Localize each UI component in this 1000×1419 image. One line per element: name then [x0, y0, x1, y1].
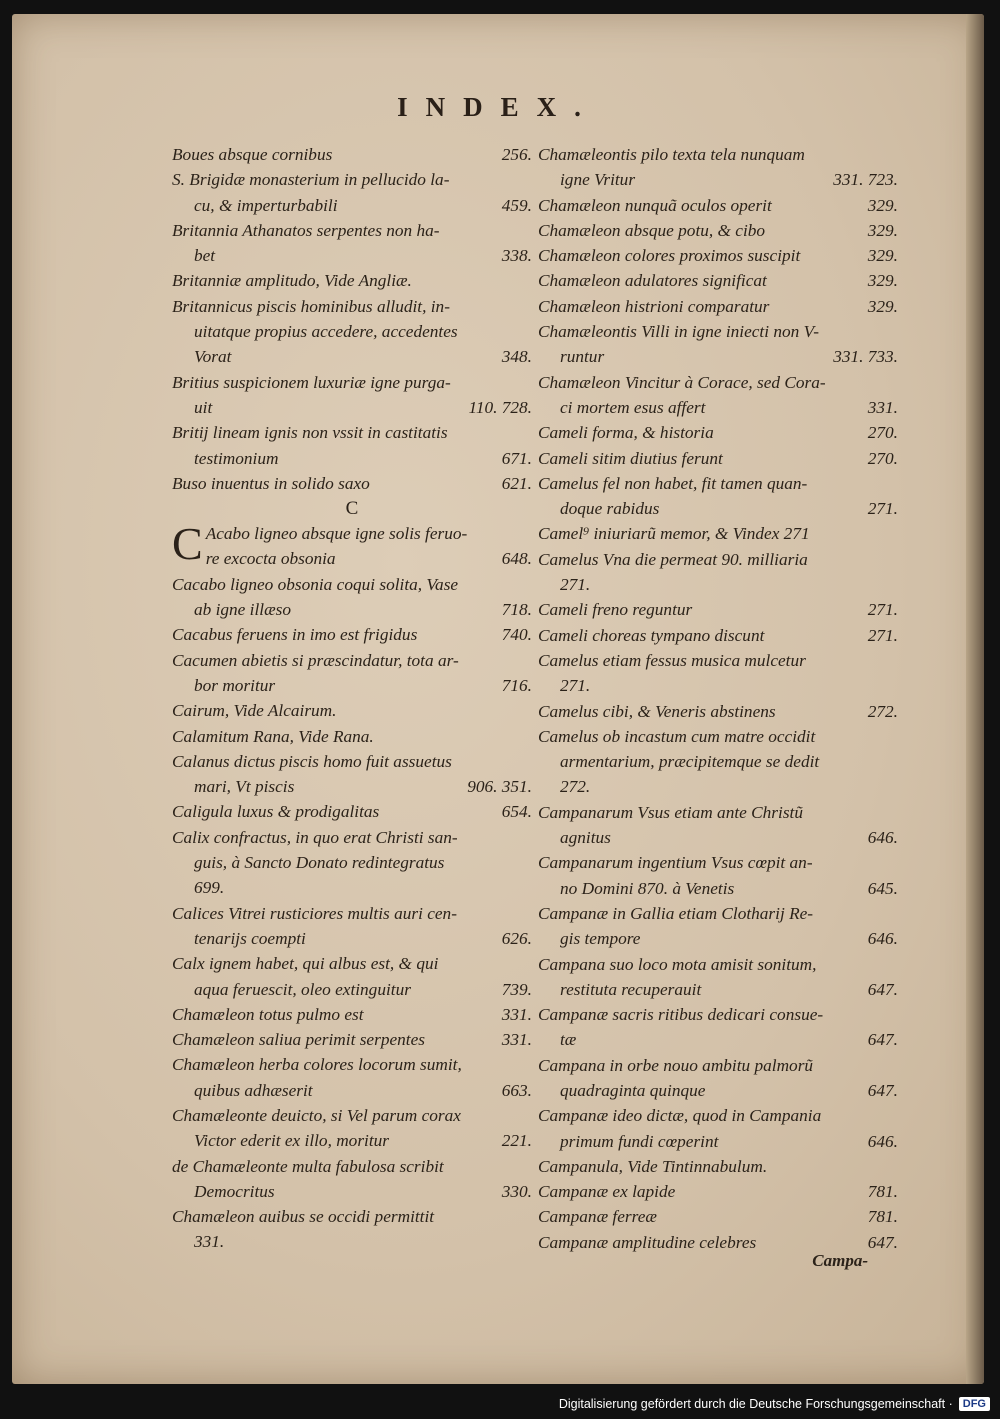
index-entry — [172, 518, 532, 572]
page-reference: 647. — [867, 979, 898, 999]
entry-continuation: Vorat — [194, 347, 232, 367]
entry-text: Chamæleon adulatores significat — [538, 271, 767, 291]
entry-text: Cairum, Vide Alcairum. — [172, 701, 337, 721]
entry-text: Chamæleontis Villi in igne iniecti non V- — [538, 322, 819, 342]
page-reference: 621. — [501, 473, 532, 493]
entry-text: S. Brigidæ monasterium in pellucido la- — [172, 170, 450, 190]
entry-continuation: bor moritur — [194, 675, 276, 695]
entry-text: Chamæleon saliua perimit serpentes — [172, 1030, 425, 1050]
entry-text: Chamæleon herba colores locorum sumit, — [172, 1055, 462, 1075]
entry-continuation: armentarium, præcipitemque se dedit — [560, 752, 820, 772]
entry-continuation: bet — [194, 246, 216, 266]
entry-text: Cameli forma, & historia — [538, 423, 714, 443]
index-entry — [172, 142, 532, 167]
index-entry — [172, 648, 532, 699]
entry-text: Campanula, Vide Tintinnabulum. — [538, 1156, 768, 1176]
page-reference: 647. — [867, 1080, 898, 1100]
entry-continuation: runtur — [560, 347, 605, 367]
page-reference: 646. — [867, 929, 898, 949]
entry-continuation: ci mortem esus affert — [560, 397, 706, 417]
entry-continuation: 271. — [560, 575, 591, 595]
page-reference: 626. — [501, 928, 532, 948]
index-entry — [172, 724, 532, 749]
entry-continuation: aqua feruescit, oleo extinguitur — [194, 979, 411, 999]
entry-text: Campanarum ingentium Vsus cœpit an- — [538, 853, 813, 873]
entry-continuation: uitatque propius accedere, accedentes — [194, 322, 458, 342]
index-entry — [172, 268, 532, 293]
page-reference: 271. — [867, 625, 898, 645]
entry-text: Camelus fel non habet, fit tamen quan- — [538, 473, 808, 493]
index-entry — [538, 699, 898, 724]
catchword: Campa- — [812, 1251, 868, 1270]
entry-continuation: 699. — [194, 878, 225, 898]
book-page — [12, 14, 984, 1384]
page-reference: 329. — [867, 195, 898, 215]
digitization-footer — [559, 1394, 990, 1414]
entry-text: Britius suspicionem luxuriæ igne purga- — [172, 372, 451, 392]
page-reference: 331. — [501, 1004, 532, 1024]
page-reference: 663. — [501, 1080, 532, 1100]
entry-continuation: 271. — [560, 676, 591, 696]
entry-text: Campanæ in Gallia etiam Clotharij Re- — [538, 903, 814, 923]
index-entry — [538, 319, 898, 370]
index-entry — [538, 597, 898, 622]
index-entry — [172, 572, 532, 623]
index-entry — [538, 547, 898, 598]
entry-text: Caligula luxus & prodigalitas — [172, 802, 380, 822]
index-entry — [538, 294, 898, 319]
index-entry — [172, 951, 532, 1002]
index-entry — [172, 370, 532, 421]
page-reference: 718. — [501, 600, 532, 620]
index-entry — [538, 142, 898, 193]
index-entry — [538, 1154, 898, 1179]
entry-text: Campana suo loco mota amisit sonitum, — [538, 954, 817, 974]
entry-continuation: mari, Vt piscis — [194, 777, 295, 797]
entry-continuation: 272. — [560, 777, 591, 797]
dfg-logo: DFG — [959, 1397, 990, 1411]
index-entry — [172, 698, 532, 723]
entry-text: Chamæleon colores proximos suscipit — [538, 246, 801, 266]
entry-text: Camelus cibi, & Veneris abstinens — [538, 701, 776, 721]
page-reference: 329. — [867, 246, 898, 266]
entry-continuation: igne Vritur — [560, 170, 636, 190]
entry-text: Britij lineam ignis non vssit in castitatis — [172, 423, 448, 443]
entry-text: Calx ignem habet, qui albus est, & qui — [172, 954, 439, 974]
page-reference: 221. — [501, 1131, 532, 1151]
entry-text: Calix confractus, in quo erat Christi san- — [172, 827, 458, 847]
entry-text: Calamitum Rana, Vide Rana. — [172, 726, 374, 746]
entry-continuation: testimonium — [194, 448, 279, 468]
left-column — [172, 142, 532, 1255]
index-entry — [538, 724, 898, 800]
entry-continuation: agnitus — [560, 828, 611, 848]
index-entry — [538, 521, 898, 546]
index-entry — [172, 622, 532, 647]
entry-text: Calanus dictus piscis homo fuit assuetus — [172, 751, 452, 771]
index-entry — [172, 294, 532, 370]
page-reference: 646. — [867, 828, 898, 848]
index-entry — [538, 420, 898, 445]
page-reference: 272. — [867, 701, 898, 721]
entry-continuation: quadraginta quinque — [560, 1080, 706, 1100]
entry-continuation: uit — [194, 397, 213, 417]
entry-text: Chamæleontis pilo texta tela nunquam — [538, 145, 805, 164]
page-reference: 271. — [867, 499, 898, 519]
index-entry — [538, 952, 898, 1003]
page-reference: 647. — [867, 1232, 898, 1252]
entry-text: de Chamæleonte multa fabulosa scribit — [172, 1156, 444, 1176]
entry-continuation: no Domini 870. à Venetis — [560, 878, 735, 898]
index-entry — [538, 218, 898, 243]
page-reference: 271. — [867, 600, 898, 620]
page-reference: 348. — [501, 347, 532, 367]
entry-continuation: quibus adhæserit — [194, 1080, 313, 1100]
page-reference: 647. — [867, 1030, 898, 1050]
page-header: INDEX. — [397, 92, 599, 122]
entry-text: Campanæ ferreæ — [538, 1207, 657, 1227]
entry-continuation: Democritus — [194, 1181, 275, 1201]
entry-text: Campanæ sacris ritibus dedicari consue- — [538, 1005, 824, 1025]
page-reference: 270. — [867, 423, 898, 443]
index-entry — [172, 420, 532, 471]
page-reference: 716. — [501, 675, 532, 695]
entry-text: Cameli choreas tympano discunt — [538, 625, 765, 645]
entry-continuation: tæ — [560, 1030, 577, 1050]
entry-text: Britanniæ amplitudo, Vide Angliæ. — [172, 271, 412, 291]
entry-text: Boues absque cornibus — [172, 145, 333, 164]
entry-text: Campanæ ex lapide — [538, 1182, 676, 1202]
index-entry — [172, 1002, 532, 1027]
index-entry — [172, 1204, 532, 1255]
entry-text: Chamæleon totus pulmo est — [172, 1004, 364, 1024]
page-reference: 654. — [501, 802, 532, 822]
page-reference: 906. 351. — [467, 777, 532, 797]
index-entry — [172, 1052, 532, 1103]
page-reference: 331. — [501, 1030, 532, 1050]
index-entry — [538, 243, 898, 268]
entry-text: Cacabo ligneo obsonia coqui solita, Vase — [172, 574, 459, 594]
page-reference: 330. — [501, 1181, 532, 1201]
entry-text: Chamæleon nunquã oculos operit — [538, 195, 772, 215]
entry-text: Campanæ amplitudine celebres — [538, 1232, 757, 1252]
page-reference: 331. — [867, 397, 898, 417]
entry-text: Britannia Athanatos serpentes non ha- — [172, 220, 440, 240]
index-entry — [172, 471, 532, 496]
index-entry — [538, 471, 898, 522]
index-entry — [538, 446, 898, 471]
index-entry — [538, 1204, 898, 1229]
entry-text: Cameli sitim diutius ferunt — [538, 448, 723, 468]
page-reference: 331. 723. — [833, 170, 898, 190]
entry-continuation: 331. — [194, 1232, 225, 1252]
index-entry — [538, 800, 898, 851]
index-entry — [172, 799, 532, 824]
entry-text: Cacumen abietis si præscindatur, tota ar- — [172, 650, 459, 670]
page-reference: 648. — [501, 549, 532, 569]
page-reference: 329. — [867, 271, 898, 291]
entry-text: Campana in orbe nouo ambitu palmorũ — [538, 1055, 814, 1075]
index-entry — [172, 825, 532, 901]
page-reference: 645. — [867, 878, 898, 898]
index-entry — [172, 167, 532, 218]
footer-text: Digitalisierung gefördert durch die Deutsche Forschungsgemeinschaft · — [558, 1397, 953, 1411]
entry-continuation: tenarijs coempti — [194, 928, 306, 948]
page-reference: 338. — [501, 246, 532, 266]
entry-text: Camelus ob incastum cum matre occidit — [538, 726, 816, 746]
entry-continuation: primum fundi cœperint — [560, 1131, 719, 1151]
index-entry — [538, 1002, 898, 1053]
entry-text: Camelus etiam fessus musica mulcetur — [538, 650, 806, 670]
entry-continuation: gis tempore — [560, 929, 641, 949]
index-entry — [538, 850, 898, 901]
entry-text: Camel⁹ iniuriarũ memor, & Vindex 271 — [538, 524, 810, 544]
section-letter: C — [345, 498, 359, 520]
entry-continuation: doque rabidus — [560, 499, 660, 519]
index-entry — [172, 749, 532, 800]
entry-continuation: cu, & imperturbabili — [194, 195, 338, 215]
index-entry — [538, 901, 898, 952]
entry-text: Chamæleon auibus se occidi permittit — [172, 1207, 435, 1227]
page-reference: 671. — [501, 448, 532, 468]
entry-continuation: restituta recuperauit — [560, 979, 702, 999]
entry-text: Calices Vitrei rusticiores multis auri cen- — [172, 903, 457, 923]
page-reference: 740. — [501, 625, 532, 645]
page-reference: 781. — [867, 1207, 898, 1227]
index-entry — [538, 370, 898, 421]
index-entry — [172, 218, 532, 269]
page-reference: 329. — [867, 220, 898, 240]
entry-text: Chamæleon absque potu, & cibo — [538, 220, 766, 240]
index-entry — [538, 1103, 898, 1154]
index-entry — [172, 901, 532, 952]
entry-continuation: Victor ederit ex illo, moritur — [194, 1131, 390, 1151]
entry-text: Buso inuentus in solido saxo — [172, 473, 370, 493]
entry-text: Cameli freno reguntur — [538, 600, 693, 620]
entry-continuation: ab igne illæso — [194, 600, 291, 620]
index-entry — [538, 648, 898, 699]
page-reference: 256. — [501, 145, 532, 164]
index-entry — [538, 623, 898, 648]
entry-text: Chamæleonte deuicto, si Vel parum corax — [172, 1105, 461, 1125]
entry-text: Acabo ligneo absque igne solis feruo- — [205, 524, 468, 544]
page-reference: 331. 733. — [833, 347, 898, 367]
entry-text: Campanarum Vsus etiam ante Christũ — [538, 802, 803, 822]
entry-text: Cacabus feruens in imo est frigidus — [172, 625, 418, 645]
page-reference: 739. — [501, 979, 532, 999]
page-reference: 110. 728. — [468, 397, 532, 417]
index-entry — [538, 193, 898, 218]
entry-text: Chamæleon Vincitur à Corace, sed Cora- — [538, 372, 826, 392]
entry-text: Campanæ ideo dictæ, quod in Campania — [538, 1106, 822, 1126]
index-entry — [172, 1154, 532, 1205]
index-entry — [538, 268, 898, 293]
entry-text: Camelus Vna die permeat 90. milliaria — [538, 549, 808, 569]
right-column — [538, 142, 898, 1255]
index-entry — [172, 1027, 532, 1052]
index-entry — [172, 1103, 532, 1154]
drop-cap: C — [172, 518, 203, 570]
page-reference: 459. — [501, 195, 532, 215]
entry-text: Chamæleon histrioni comparatur — [538, 296, 770, 316]
entry-text: Britannicus piscis hominibus alludit, in- — [172, 296, 450, 316]
page-reference: 329. — [867, 296, 898, 316]
entry-continuation: re excocta obsonia — [205, 549, 336, 569]
index-entry — [538, 1053, 898, 1104]
page-edge — [966, 14, 984, 1384]
page-reference: 781. — [867, 1182, 898, 1202]
page-reference: 646. — [867, 1131, 898, 1151]
entry-continuation: guis, à Sancto Donato redintegratus — [194, 853, 445, 873]
page-reference: 270. — [867, 448, 898, 468]
index-entry — [538, 1179, 898, 1204]
